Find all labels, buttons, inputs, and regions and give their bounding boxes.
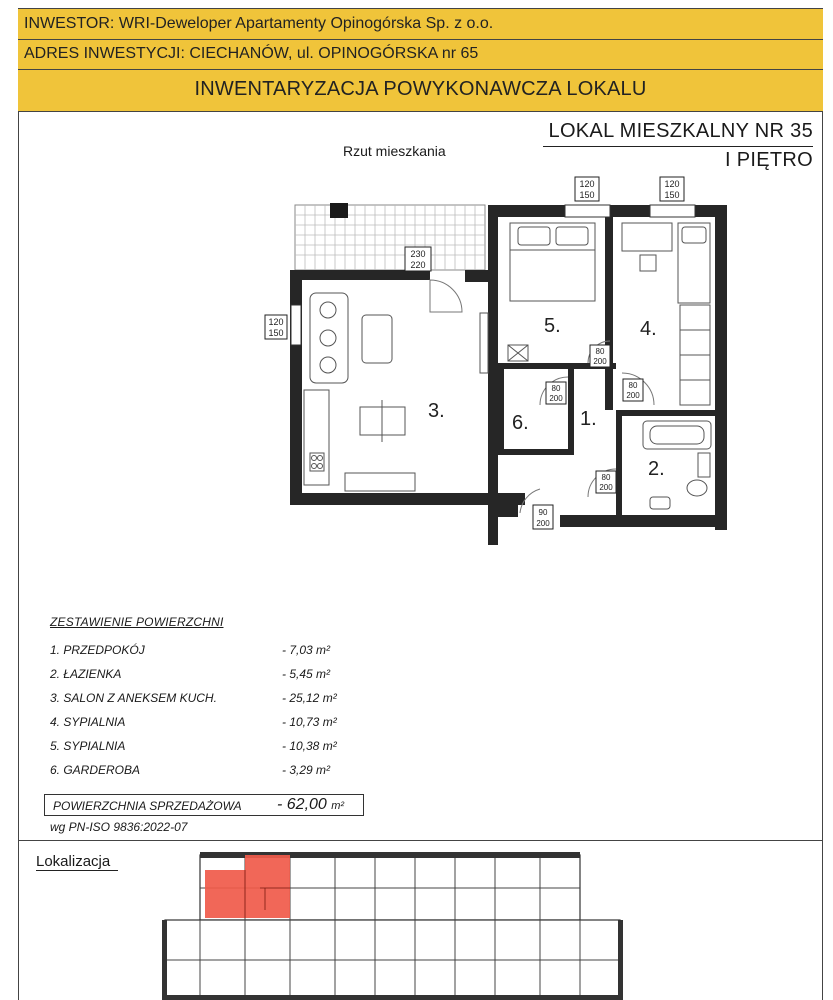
svg-text:120: 120 (268, 317, 284, 327)
svg-text:230: 230 (410, 249, 426, 259)
total-area-box (44, 794, 364, 816)
area-row-name: 5. SYPIALNIA (50, 739, 126, 753)
door-tag-bathroom (596, 471, 616, 493)
svg-text:80: 80 (551, 384, 561, 393)
door-tag-dressing-room (546, 382, 566, 404)
location-label: Lokalizacja (36, 853, 118, 871)
svg-text:200: 200 (593, 357, 607, 366)
area-row-value: - 3,29 m² (282, 763, 331, 777)
svg-text:80: 80 (628, 381, 638, 390)
svg-text:220: 220 (410, 260, 426, 270)
svg-text:150: 150 (664, 190, 680, 200)
room-3-number: 3. (428, 400, 445, 422)
window-tag-left (265, 315, 287, 339)
svg-text:80: 80 (595, 347, 605, 356)
area-row (50, 715, 380, 739)
measurement-norm: wg PN-ISO 9836:2022-07 (50, 820, 188, 834)
svg-text:200: 200 (549, 394, 563, 403)
area-row-value: - 10,38 m² (282, 739, 337, 753)
svg-text:90: 90 (538, 508, 548, 517)
window-tag-bedroom-4 (660, 177, 684, 201)
area-row-value: - 10,73 m² (282, 715, 337, 729)
unit-floor: I PIĘTRO (725, 149, 813, 171)
total-area-label: POWIERZCHNIA SPRZEDAŻOWA (53, 799, 242, 813)
svg-text:120: 120 (579, 179, 595, 189)
area-row (50, 667, 380, 691)
unit-heading (543, 118, 813, 173)
bedroom-4-furniture (622, 223, 710, 405)
room-5-number: 5. (544, 315, 561, 337)
svg-text:120: 120 (664, 179, 680, 189)
area-summary (50, 615, 380, 787)
address-line: ADRES INWESTYCJI: CIECHANÓW, ul. OPINOGÓRSKA nr 65 (18, 40, 823, 70)
area-row-value: - 5,45 m² (282, 667, 331, 681)
door-tag-bedroom-4 (623, 379, 643, 401)
area-row (50, 643, 380, 667)
area-row-name: 6. GARDEROBA (50, 763, 141, 777)
room-1-number: 1. (580, 408, 597, 430)
bedroom-5-furniture (510, 223, 595, 301)
svg-text:200: 200 (626, 391, 640, 400)
area-row-value: - 25,12 m² (282, 691, 337, 705)
investor-line: INWESTOR: WRI-Deweloper Apartamenty Opinogórska Sp. z o.o. (18, 8, 823, 40)
apartment-floor-plan (250, 175, 740, 545)
svg-text:150: 150 (579, 190, 595, 200)
room-6-number: 6. (512, 412, 529, 434)
room-4-number: 4. (640, 318, 657, 340)
door-tag-bedroom-5 (590, 345, 610, 367)
area-row-name: 4. SYPIALNIA (50, 715, 126, 729)
plan-caption: Rzut mieszkania (343, 143, 446, 159)
total-area-value: - 62,00 m² (277, 796, 345, 813)
document-title: INWENTARYZACJA POWYKONAWCZA LOKALU (18, 70, 823, 112)
building-location-plan (160, 850, 630, 1000)
svg-text:80: 80 (601, 473, 611, 482)
area-row-value: - 7,03 m² (282, 643, 331, 657)
unit-number: LOKAL MIESZKALNY NR 35 (543, 118, 813, 147)
window-tag-balcony (405, 247, 431, 271)
balcony (295, 203, 485, 270)
area-summary-heading: ZESTAWIENIE POWIERZCHNI (50, 615, 224, 629)
svg-text:200: 200 (536, 519, 550, 528)
area-row (50, 739, 380, 763)
area-row-name: 3. SALON Z ANEKSEM KUCH. (50, 691, 217, 705)
area-row-name: 2. ŁAZIENKA (50, 667, 122, 681)
area-row (50, 691, 380, 715)
room-2-number: 2. (648, 458, 665, 480)
window-tag-bedroom-5 (575, 177, 599, 201)
area-row-name: 1. PRZEDPOKÓJ (50, 643, 145, 657)
svg-text:150: 150 (268, 328, 284, 338)
door-tag-entrance (533, 505, 553, 529)
svg-text:200: 200 (599, 483, 613, 492)
area-row (50, 763, 380, 787)
